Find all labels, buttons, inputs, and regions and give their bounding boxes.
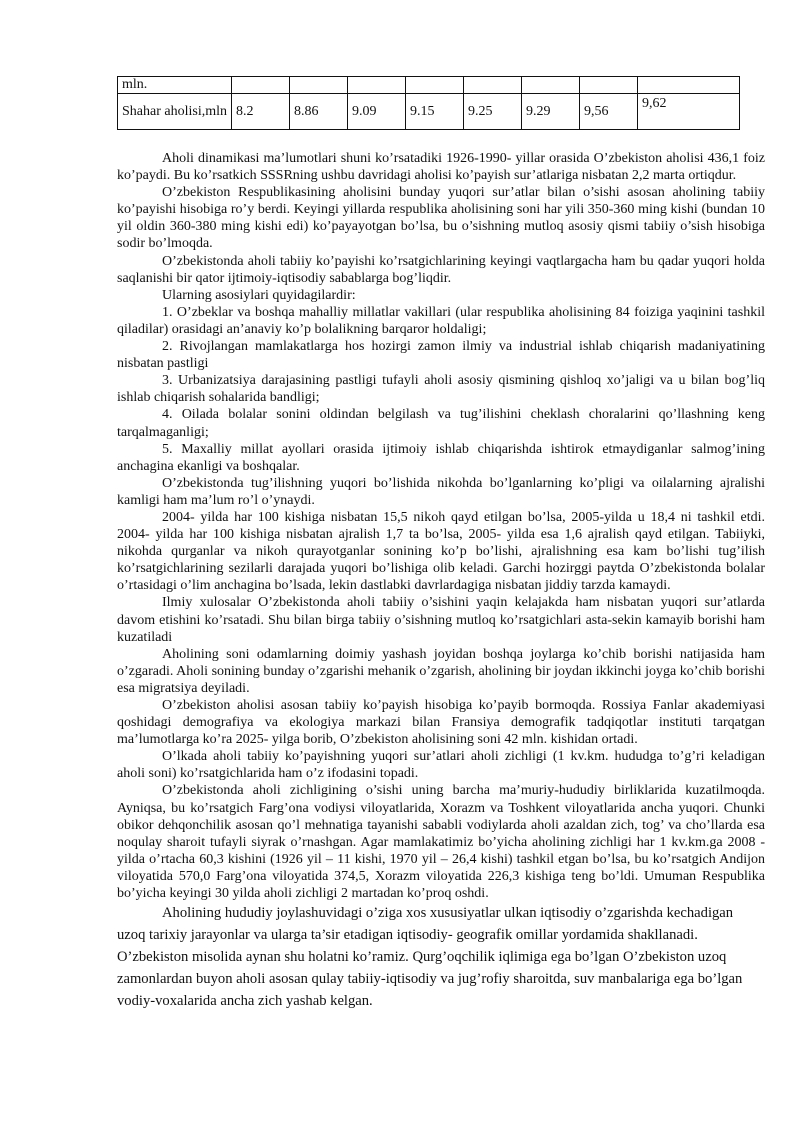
table-row (118, 77, 740, 94)
paragraph: Ularning asosiylari quyidagilardir: (162, 287, 356, 303)
table-cell: 9.29 (522, 94, 580, 130)
list-item: 1. O’zbeklar va boshqa mahalliy millatlar vakillari (ular respublika aholisining 84 foiziga yaqinini tashkil qiladilar) orasidagi an’anaviy ko’p bolalikning barqaror holdaligi; (117, 304, 765, 337)
list-item: 2. Rivojlangan mamlakatlarga hos hozirgi zamon ilmiy va industrial ishlab chiqarish madaniyatining nisbatan pastligi (117, 339, 765, 372)
paragraph: Aholining soni odamlarning doimiy yashash joyidan boshqa joylarga ko’chib borishi natijasida ham o’zgaradi. Aholi sonining bunday o’zgarishi mehanik o’zgarish, aholining bir joydan ikkinchi joyga ko’chib borishi esa migratsiya deyiladi. (117, 646, 765, 696)
paragraph: Aholi dinamikasi ma’lumotlari shuni ko’rsatadiki 1926-1990- yillar orasida O’zbekiston aholisi 436,1 foiz ko’paydi. Bu ko’rsatkich SSSRning ushbu davridagi aholisi ko’payish sur’atlariga nisbatan 2,2 marta ortiqdur. (117, 151, 765, 184)
table-cell (290, 77, 348, 94)
table-cell: 9.15 (406, 94, 464, 130)
table-cell (522, 77, 580, 94)
list-item: 5. Maxalliy millat ayollari orasida ijtimoiy ishlab chiqarishda ishtirok etmaydiganlar salmog’ining anchagina ekanligi va boshqalar. (117, 441, 765, 474)
table-cell: 8.2 (232, 94, 290, 130)
paragraph: O’lkada aholi tabiiy ko’payishning yuqori sur’atlari aholi zichligi (1 kv.km. hududga to’g’ri keladigan aholi soni) ko’rsatgichlarida ham o’z ifodasini topadi. (117, 749, 765, 782)
population-table (117, 76, 740, 130)
table-cell (580, 77, 638, 94)
final-paragraph: Aholining hududiy joylashuvidagi o’ziga xos xususiyatlar ulkan iqtisodiy o’zgarishda kechadigan uzoq tarixiy jarayonlar va ularga ta’sir etadigan iqtisodiy- geografik omillar yordamida shakllanadi. O’zbekiston misolida aynan shu holatni ko’ramiz. Qurg’oqchilik iqlimiga ega bo’lgan O’zbekiston uzoq zamonlardan buyon aholi asosan qulay tabiiy-iqtisodiy va jug’rofiy sharoitda, suv manbalariga ega bo’lgan vodiy-voxalarida ancha zich yashab kelgan. (117, 905, 743, 1010)
row-label: Shahar aholisi,mln (118, 94, 232, 130)
paragraph: O’zbekiston aholisi asosan tabiiy ko’payish hisobiga ko’payib bormoqda. Rossiya Fanlar akademiyasi qoshidagi demografiya va ekologiya markazi bilan Fransiya demografik tadqiqotlar instituti tarqatgan ma’lumotlarga ko’ra 2025- yilga borib, O’zbekiston aholisining soni 42 mln. kishidan ortadi. (117, 698, 765, 748)
table-cell (232, 77, 290, 94)
document-page (117, 76, 765, 1012)
table-cell (348, 77, 406, 94)
paragraph: O’zbekiston Respublikasining aholisini bunday yuqori sur’atlar bilan o’sishi asosan aholining tabiiy ko’payishi hisobiga ro’y berdi. Keyingi yillarda respublika aholisining soni har yili 350-360 ming kishi (bundan 10 yil oldin 360-380 ming kishi edi) ko’payayotgan bo’lsa, bu o’sishning mutloq asosiy qismi tabiiy o’sish hisobiga sodir bo’lmoqda. (117, 185, 765, 252)
paragraph: O’zbekistonda aholi tabiiy ko’payishi ko’rsatgichlarining keyingi vaqtlargacha ham bu qadar yuqori holda saqlanishi bir qator ijtimoiy-iqtisodiy sabablarga bog’liqdir. (117, 253, 765, 286)
table-cell: 8.86 (290, 94, 348, 130)
list-item: 4. Oilada bolalar sonini oldindan belgilash va tug’ilishini cheklash choralarini qo’llashning keng tarqalmaganligi; (117, 407, 765, 440)
body-text (117, 150, 765, 1012)
paragraph: O’zbekistonda tug’ilishning yuqori bo’lishida nikohda bo’lganlarning ko’pligi va oilalarning ajralishi kamligi ham ma’lum ro’l o’ynaydi. (117, 475, 765, 508)
paragraph: O’zbekistonda aholi zichligining o’sishi uning barcha ma’muriy-hududiy birliklarida kuzatilmoqda. Ayniqsa, bu ko’rsatgich Farg’ona vodiysi viloyatlarida, Xorazm va Toshkent viloyatlarida ancha yuqori. Chunki obikor dehqonchilik asosan qo’l mehnatiga tayanishi sababli vodiylarda aholi azaldan zich, tog’ va cho’llarda esa noqulay sharoit tufayli siyrak o’rnashgan. Agar mamlakatimiz bo’yicha aholining zichligi har 1 kv.km.ga 2008 -yilda o’rtacha 60,3 kishini (1926 yil – 11 kishi, 1970 yil – 26,4 kishi) tashkil etgan bo’lsa, bu ko’rsatgich Andijon viloyatida 570,0 Farg’ona viloyatida 374,5, Xorazm viloyatida 226,3 kishiga teng bo’ldi. Umuman Respublika bo’yicha keyingi 30 yilda aholi zichligi 2 martadan ko’proq oshdi. (117, 783, 765, 902)
table-cell: 9.09 (348, 94, 406, 130)
paragraph: 2004- yilda har 100 kishiga nisbatan 15,5 nikoh qayd etilgan bo’lsa, 2005-yilda u 18,4 ni tashkil etdi. 2004- yilda har 100 kishiga nisbatan ajralish 1,7 ta bo’lsa, 2005- yilda esa 1,6 ajralish qayd etilgan. Tabiiyki, nikohda qurganlar va nikoh qurayotganlar sonining ko’p bo’lishi, ajralishning esa kam bo’lishi tug’ilish ko’rsatgichlarining sezilarli darajada yuqori bo’lishiga olib keladi. Garchi hozirggi paytda O’zbekistonda bolalar o’rtasidagi o’lim anchagina bo’lsada, lekin dastlabki davrlardagiga nisbatan jiddiy tarzda kamaydi. (117, 509, 765, 594)
table-cell: 9,56 (580, 94, 638, 130)
row-label: mln. (118, 77, 232, 94)
list-item: 3. Urbanizatsiya darajasining pastligi tufayli aholi asosiy qismining qishloq xo’jaligi va u bilan bog’liq ishlab chiqarish sohalarida bandligi; (117, 373, 765, 406)
table-cell (638, 77, 740, 94)
table-cell: 9.25 (464, 94, 522, 130)
table-cell: 9,62 (638, 94, 740, 130)
table-row (118, 94, 740, 130)
table-cell (406, 77, 464, 94)
table-cell (464, 77, 522, 94)
paragraph: Ilmiy xulosalar O’zbekistonda aholi tabiiy o’sishini yaqin kelajakda ham nisbatan yuqori sur’atlarda davom etishini ko’rsatadi. Shu bilan birga tabiiy o’sishning mutloq ko’rsatgichlari asta-sekin kamayib borishi ham kuzatiladi (117, 595, 765, 645)
